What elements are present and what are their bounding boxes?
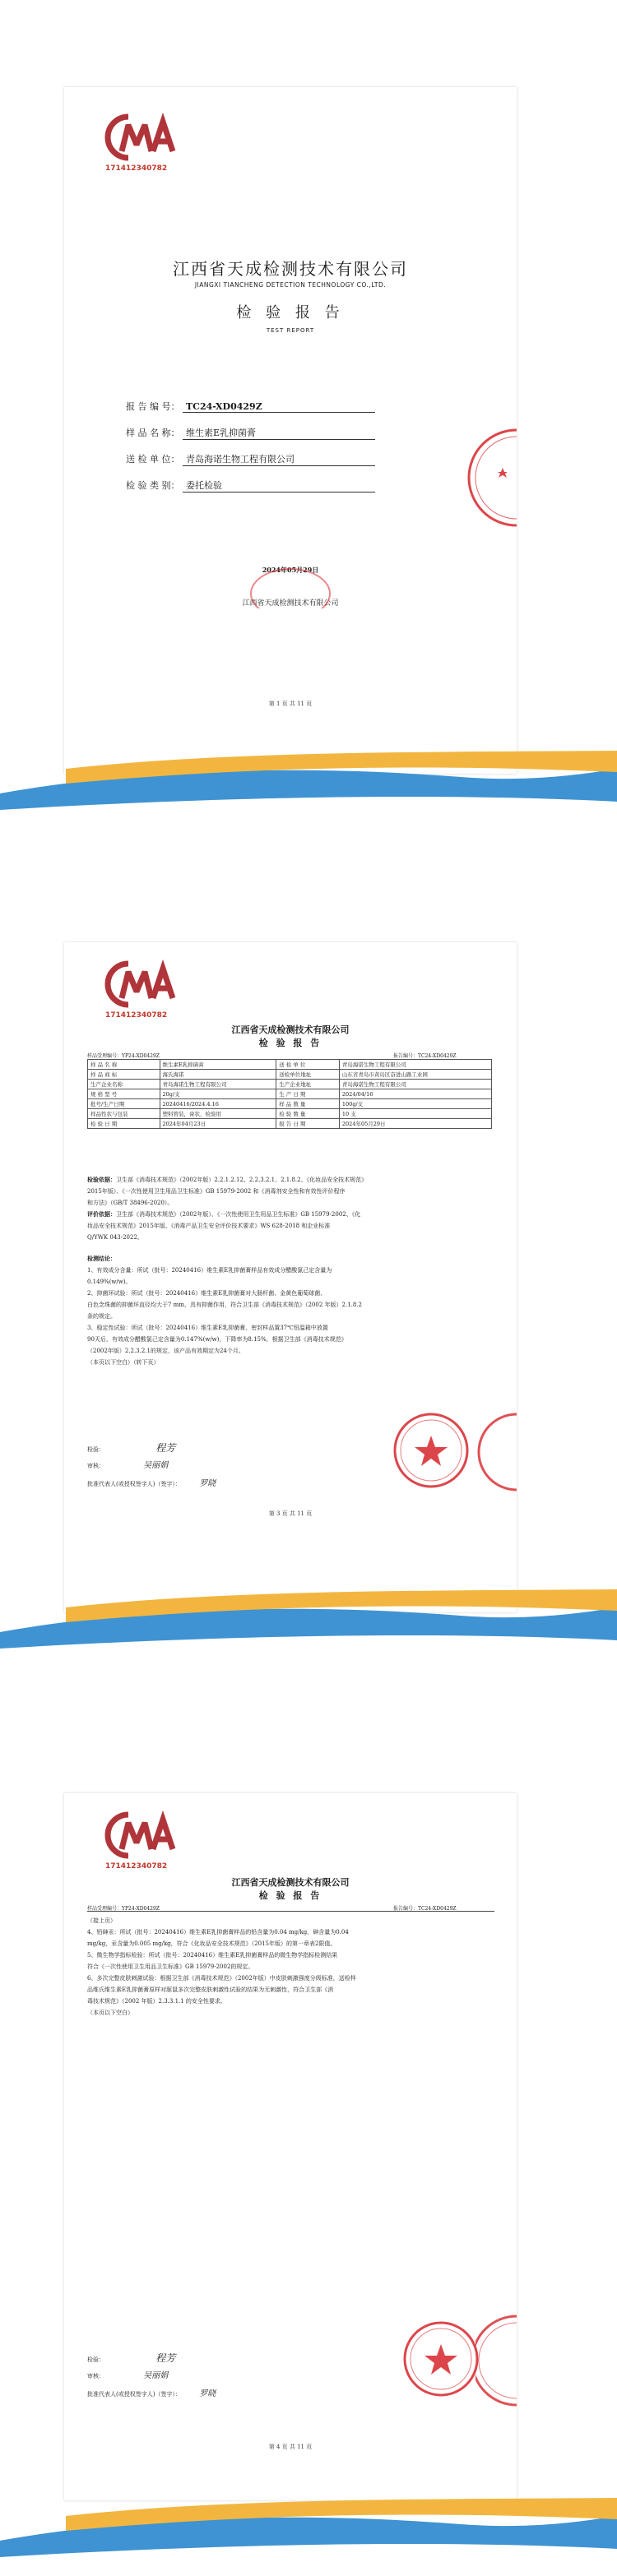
field-value: 维生素E乳抑菌膏 — [183, 426, 375, 440]
text-line: 2015年版）、《一次性使用卫生用品卫生标准》GB 15979-2002 和《消毒剂安全性和有效性评价程序 — [87, 1188, 346, 1195]
field-value: 委托检验 — [183, 479, 375, 493]
signature-label: 检验： — [87, 1446, 104, 1453]
table-cell: 青岛海诺生物工程有限公司 — [339, 1060, 491, 1070]
cover-issuer: 江西省天成检测技术有限公司 — [242, 599, 339, 608]
table-cell: 生产企业地址 — [276, 1080, 340, 1089]
report-title-en: TEST REPORT — [266, 327, 315, 334]
cover-field-submitter — [126, 452, 438, 466]
signature-approver — [87, 2389, 375, 2400]
signature-label: 批准代表人(或授权签字人)（签字）： — [87, 2391, 181, 2398]
official-seal-icon — [401, 2319, 480, 2398]
text-line: （本页以下空白）（转下页） — [87, 1359, 160, 1366]
table-cell: 100g/支 — [339, 1099, 491, 1109]
signature-reviewer — [87, 2370, 334, 2382]
evaluation-basis-label: 评价依据： — [87, 1210, 116, 1218]
text-line: 4、铅砷汞：所试（批号：20240416）维生素E乳抑菌膏样品的铅含量为0.04 mg/kg，砷含量为0.04 — [87, 1929, 349, 1935]
signature-label: 批准代表人(或授权签字人)（签字）： — [87, 1481, 181, 1487]
report-number: 报告编号：TC24-XD0429Z — [393, 1906, 457, 1912]
cma-logo-icon — [104, 112, 179, 163]
continued-note: （接上页） — [87, 1917, 116, 1924]
signature-checker — [87, 2352, 334, 2366]
table-cell: 样品性状与包装 — [88, 1109, 160, 1119]
test-basis-block — [87, 1174, 494, 1243]
table-row — [88, 1080, 492, 1089]
text-line: （2002年版）2.2.3.2.1的规定，该产品有效期定为24个月。 — [87, 1348, 244, 1354]
cert-number: 171412340782 — [105, 164, 168, 173]
table-cell: 20240416/2024.4.16 — [160, 1099, 276, 1109]
table-cell: 海氏海诺 — [160, 1070, 276, 1080]
table-cell: 2024/04/16 — [339, 1089, 491, 1099]
signature-checker — [87, 1442, 334, 1455]
signature-approver — [87, 1478, 375, 1490]
table-cell: 样 品 名 称 — [88, 1060, 160, 1070]
text-line: 3、稳定性试验：所试（批号：20240416）维生素E乳抑菌膏，密封样品置37℃恒温箱中放置 — [87, 1325, 328, 1331]
company-name-cn: 江西省天成检测技术有限公司 — [173, 259, 408, 279]
sample-info-table — [87, 1059, 492, 1129]
text-line: Q/YWK 043-2022。 — [87, 1234, 143, 1241]
table-row — [88, 1070, 492, 1080]
table-cell: 送检单位地址 — [276, 1070, 340, 1080]
reviewer-signature: 吴丽娟 — [143, 2371, 169, 2380]
field-value: 青岛海诺生物工程有限公司 — [183, 452, 375, 466]
text-line: 卫生部《消毒技术规范》（2002年版）2.2.1.2.12、2.2.3.2.1、2.1.8.2、《化妆品安全技术规范》 — [116, 1177, 368, 1183]
report-title-cn: 检 验 报 告 — [236, 304, 345, 321]
page-footer: 第 3 页 共 11 页 — [268, 1510, 313, 1517]
decorative-wave-band — [0, 1583, 617, 1661]
official-seal-icon — [248, 564, 333, 608]
test-results-block — [87, 1253, 494, 1368]
report-page-4 — [64, 1793, 517, 2500]
text-line: 90天后，有效成分醋酸氯己定含量为0.147%(w/w)，下降率为8.15%，根据卫生部《消毒技术规范》 — [87, 1336, 347, 1343]
decorative-wave-band — [0, 744, 617, 822]
text-line: 5、微生物学指标检验：所试（批号：20240416）维生素E乳抑菌膏样品的微生物学指标检测结果 — [87, 1952, 338, 1959]
table-row — [88, 1119, 492, 1129]
report-number: 报告编号：TC24-XD0429Z — [393, 1053, 457, 1059]
text-line: 卫生部《消毒技术规范》（2002年版）、《一次性使用卫生用品卫生标准》GB 15979-2002、《化 — [116, 1211, 361, 1218]
reviewer-signature: 吴丽娟 — [143, 1461, 169, 1470]
signature-label: 检验： — [87, 2356, 104, 2363]
table-cell: 维生素E乳抑菌膏 — [160, 1060, 276, 1070]
table-row — [88, 1109, 492, 1119]
cover-field-sample-name — [126, 426, 438, 440]
checker-signature: 程芳 — [155, 2352, 176, 2364]
table-cell: 检 验 数 量 — [276, 1109, 340, 1119]
text-line: 毒技术规范》（2002 年版）2.3.3.1.1 的安全性要求。 — [87, 1998, 226, 2005]
table-cell: 报 告 日 期 — [276, 1119, 340, 1129]
table-cell: 生产企业名称 — [88, 1080, 160, 1089]
table-cell: 10 支 — [339, 1109, 491, 1119]
page-seam-seal-icon — [476, 2303, 517, 2418]
field-label: 检 验 类 别： — [126, 480, 180, 491]
report-title-cn: 检 验 报 告 — [258, 1890, 322, 1901]
test-results-continued — [87, 1915, 494, 2019]
decorative-wave-band — [0, 2491, 617, 2569]
table-cell: 样 品 数 量 — [276, 1099, 340, 1109]
text-line: 品维氏维生素E乳抑菌膏原样对豚鼠多次完整皮肤刺激性试验的结果为无刺激性，符合卫生部《消 — [87, 1986, 334, 1993]
official-seal-icon — [392, 1411, 471, 1490]
table-cell: 规 格 型 号 — [88, 1089, 160, 1099]
report-page-3 — [64, 942, 517, 1612]
table-cell: 检 验 日 期 — [88, 1119, 160, 1129]
table-cell: 2024年05月29日 — [339, 1119, 491, 1129]
company-name-en: JIANGXI TIANCHENG DETECTION TECHNOLOGY CO.,LTD. — [194, 281, 387, 289]
company-name-cn: 江西省天成检测技术有限公司 — [231, 1024, 350, 1035]
text-line: （本页以下空白） — [87, 2009, 133, 2016]
cover-date: 2024年05月29日 — [262, 566, 319, 574]
sample-receipt-number: 样品受理编号：YP24-XD0429Z — [87, 1053, 160, 1059]
page-seam-seal-icon — [476, 1403, 517, 1501]
text-line: 条的规定。 — [87, 1313, 116, 1320]
text-line: 0.149%(w/w)。 — [87, 1279, 132, 1285]
cma-logo-icon — [104, 1810, 179, 1861]
report-cover-page — [64, 87, 517, 774]
table-cell: 送 检 单 位 — [276, 1060, 340, 1070]
table-cell: 2024年04月23日 — [160, 1119, 276, 1129]
table-cell: 生 产 日 期 — [276, 1089, 340, 1099]
signature-label: 审核： — [87, 1463, 104, 1469]
checker-signature: 程芳 — [155, 1442, 176, 1454]
table-cell: 山东省青岛市黄岛区奋进山路工业园 — [339, 1070, 491, 1080]
company-name-cn: 江西省天成检测技术有限公司 — [231, 1877, 350, 1888]
table-row — [88, 1089, 492, 1099]
cover-field-category — [126, 479, 438, 493]
approver-signature: 罗晓 — [199, 2389, 216, 2398]
signature-reviewer — [87, 1460, 334, 1472]
field-label: 样 品 名 称： — [126, 428, 180, 438]
text-line: 2、抑菌环试验：所试（批号：20240416）维生素E乳抑菌膏对大肠杆菌、金黄色葡萄球菌、 — [87, 1290, 327, 1297]
text-line: 和方法》（GB/T 38496-2020）。 — [87, 1200, 174, 1206]
field-label: 报 告 编 号： — [126, 401, 180, 412]
table-cell: 塑料管装，膏状，检验用 — [160, 1109, 276, 1119]
test-basis-label: 检验依据： — [87, 1176, 116, 1183]
field-value: TC24-XD0429Z — [183, 401, 375, 413]
cert-number: 171412340782 — [105, 1862, 168, 1871]
table-cell: 20g/支 — [160, 1089, 276, 1099]
sample-receipt-number: 样品受理编号：YP24-XD0429Z — [87, 1906, 160, 1912]
cma-logo-icon — [104, 959, 179, 1010]
page-seam-seal-icon — [457, 416, 517, 539]
cover-field-report-number — [126, 400, 438, 413]
report-title-cn: 检 验 报 告 — [258, 1038, 322, 1048]
results-title: 检测结论： — [87, 1255, 116, 1262]
text-line: 白色念珠菌的抑菌环直径均大于7 mm，具有抑菌作用，符合卫生部《消毒技术规范》（2002 年版）2.1.8.2 — [87, 1302, 362, 1308]
table-cell: 批号/生产日期 — [88, 1099, 160, 1109]
text-line: 妆品安全技术规范》2015年版、《消毒产品卫生安全评价技术要求》WS 628-2018 和企业标准 — [87, 1223, 331, 1229]
text-line: 6、多次完整皮肤刺激试验：根据卫生部《消毒技术规范》（2002年版）中皮肤刺激强度分级标准，送检样 — [87, 1975, 356, 1982]
page-footer: 第 4 页 共 11 页 — [268, 2444, 313, 2450]
text-line: mg/kg，汞含量为0.005 mg/kg，符合《化妆品安全技术规范》（2015年版）的第一章表2限值。 — [87, 1940, 336, 1947]
cert-number: 171412340782 — [105, 1011, 168, 1020]
table-cell: 青岛海诺生物工程有限公司 — [160, 1080, 276, 1089]
table-row — [88, 1060, 492, 1070]
text-line: 1、有效成分含量：所试（批号：20240416）维生素E乳抑菌膏样品有效成分醋酸氯己定含量为 — [87, 1267, 332, 1274]
page-footer: 第 1 页 共 11 页 — [268, 701, 313, 707]
text-line: 符合《一次性使用卫生用品卫生标准》GB 15979-2002的规定。 — [87, 1963, 254, 1970]
field-label: 送 检 单 位： — [126, 454, 180, 465]
approver-signature: 罗晓 — [199, 1479, 216, 1488]
table-row — [88, 1099, 492, 1109]
header-divider — [87, 1911, 494, 1912]
table-cell: 样 品 商 标 — [88, 1070, 160, 1080]
signature-label: 审核： — [87, 2373, 104, 2379]
table-cell: 青岛海诺生物工程有限公司 — [339, 1080, 491, 1089]
